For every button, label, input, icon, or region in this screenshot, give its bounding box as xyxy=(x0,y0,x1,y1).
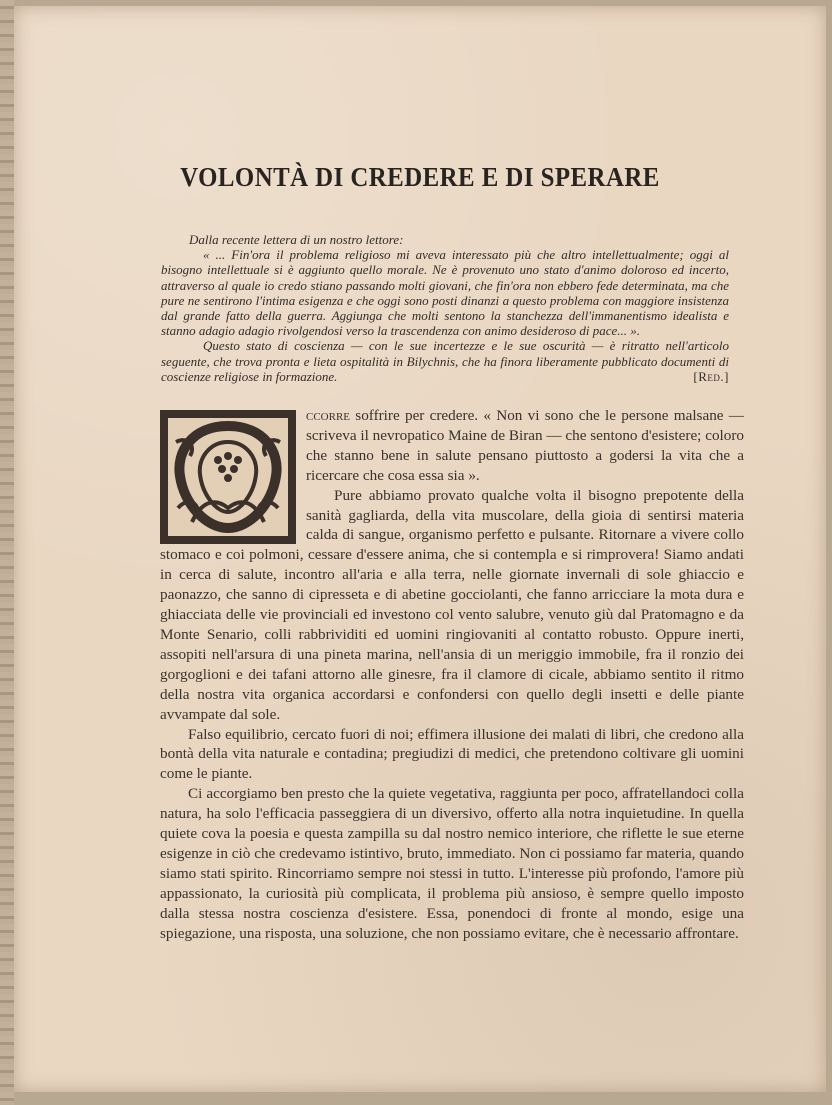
paragraph-2: Pure abbiamo provato qualche volta il bisogno prepotente della sanità gagliarda, della vita muscolare, della gioia di sentirsi materia calda di sangue, organismo perfetto e pulsante. Ritornare a vivere collo stomaco e coi polmoni, cessare d'essere anima, che si contempla e si rimprovera! Siamo andati in cerca di salute, incontro all'aria e alla terra, nelle giornate invernali di sole ghiaccio e paonazzo, che sanno di cipresseta e di abetine gocciolanti, che fanno arricciare la mota dura e ghiacciata delle vie provinciali ed investono col vento salubre, venuto giù dal Pratomagno e da Monte Senario, colli rabbrividiti ed uomini ringiovaniti al contatto robusto. Oppure inerti, assopiti nell'arsura di una pineta marina, nell'ansia di un meriggio immobile, fra il ronzio dei gorgoglioni e dei tafani attorno alle ginesre, fra il clamore di cicale, abbiamo sentito il ritmo della nostra vita organica accordarsi e confondersi con quello degli insetti e delle piante avvampate dal sole. xyxy=(160,486,744,723)
paragraph-1-text: soffrire per credere. « Non vi sono che le persone malsane — scriveva il nevropatico Maine de Biran — che sentono d'esistere; coloro che stanno bene in salute pensano piuttosto a godersi la vita che a ricercare che cosa essa sia ». xyxy=(306,407,744,484)
editorial-intro xyxy=(161,232,729,384)
paragraph-1-first-word: ccorre xyxy=(306,407,351,424)
intro-heading: Dalla recente lettera di un nostro lettore: xyxy=(189,232,404,247)
editor-signature: [Red.] xyxy=(693,368,729,384)
paragraph-4: Ci accorgiamo ben presto che la quiete vegetativa, raggiunta per poco, affratellandoci colla natura, ha solo l'efficacia passeggiera di un diversivo, offerto alla notra inquietudine. In quella quiete cova la poesia e questa zampilla su dal nostro nemico interiore, che riflette le sue eterne esigenze in ciò che credevamo istintivo, bruto, immediato. Non ci possiamo far materia, quando siamo stati spirito. Rincorriamo sempre noi stessi in tutto. L'interesse più profondo, l'amore più appassionato, la curiosità più complicata, il problema più ansioso, è sempre quello imposto dalla stessa nostra coscienza d'esistere. Essa, ponendoci di fronte al mondo, esige una spiegazione, una risposta, una soluzione, che non possiamo evitare, che è necessario affrontare. xyxy=(160,785,744,942)
editorial-comment-text: Questo stato di coscienza — con le sue incertezze e le sue oscurità — è ritratto nell'articolo seguente, che trova pronta e lieta ospitalità in Bilychnis, che ha finora liberamente pubblicato documenti di coscienze religiose in formazione. xyxy=(161,338,729,384)
paragraph-3: Falso equilibrio, cercato fuori di noi; effimera illusione dei malati di libri, che credono alla bontà della vita naturale e contadina; pregiudizi di medici, che pretendono coltivare gli uomini come le piante. xyxy=(160,725,744,783)
book-page xyxy=(14,6,826,1092)
reader-letter-quote: « ... Fin'ora il problema religioso mi aveva interessato più che altro intellettualmente; oggi al bisogno intellettuale si è aggiunto quello morale. Ne è provenuto uno stato d'animo doloroso ed incerto, attraverso al quale io credo stiano passando molti giovani, che fin'ora non ebbero fede determinata, ma che pure ne sentirono l'intima esigenza e che oggi sono posti dinanzi a questo problema con maggiore insistenza dal grande fatto della guerra. Aggiunga che molti sentono la stanchezza dell'immanentismo idealista e stanno adagio adagio rivolgendosi verso la trascendenza con animo desideroso di pace... ». xyxy=(161,247,729,339)
ornamental-letter-o-icon xyxy=(162,412,294,542)
editorial-comment xyxy=(161,338,729,384)
book-binding-edge xyxy=(0,0,14,1105)
article-title: VOLONTÀ DI CREDERE E DI SPERARE xyxy=(180,162,660,192)
article-body xyxy=(160,406,744,943)
decorated-initial-o xyxy=(160,410,296,544)
